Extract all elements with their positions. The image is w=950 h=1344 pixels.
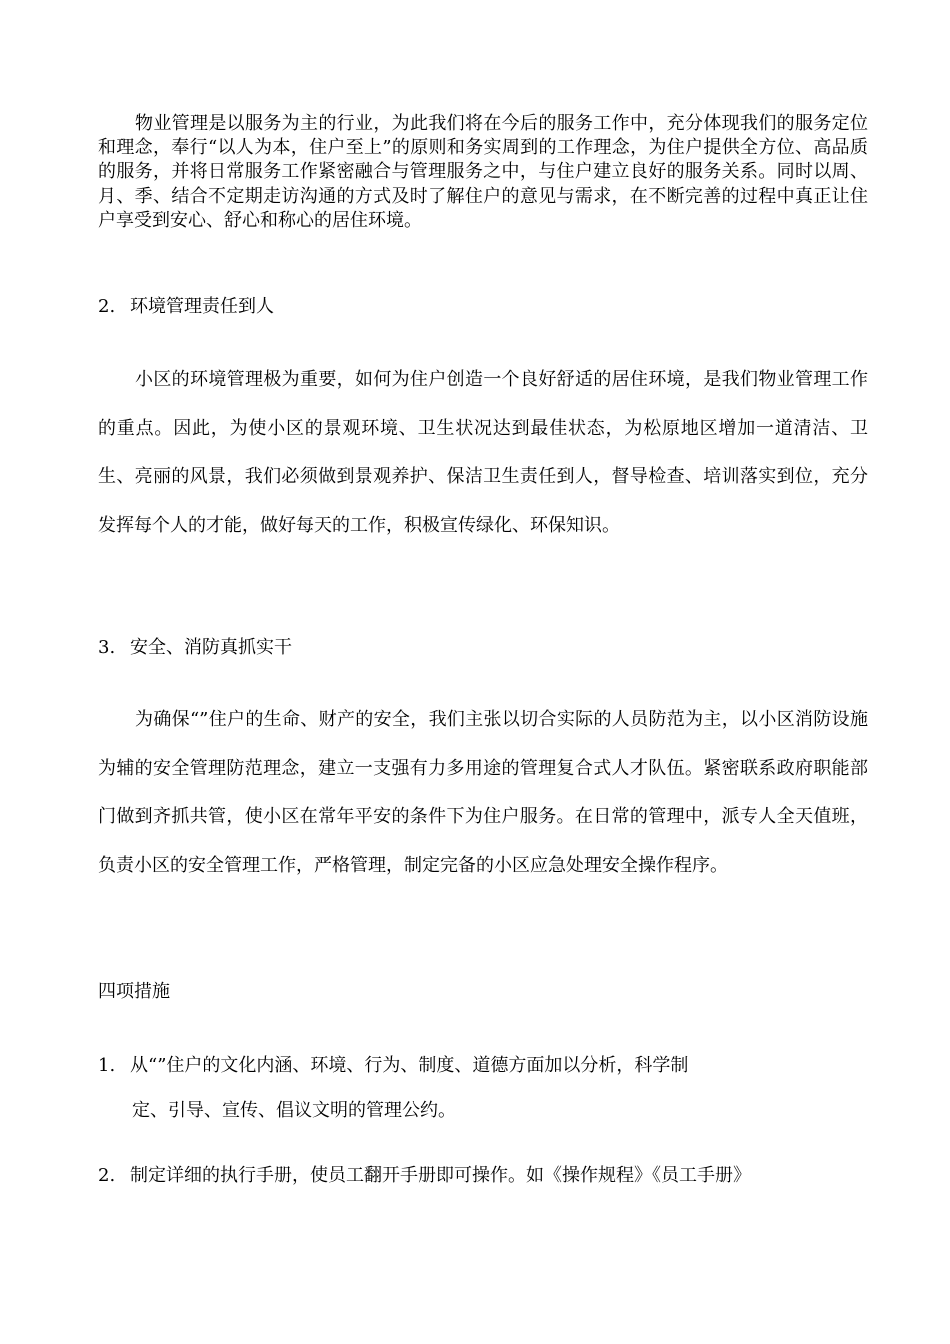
four-measures-heading: 四项措施: [98, 981, 170, 1002]
list-item-number: 1.: [98, 1055, 116, 1076]
list-item-text: 从“”住户的文化内涵、环境、行为、制度、道德方面加以分析，科学制: [130, 1055, 689, 1076]
list-item-text: 制定详细的执行手册，使员工翻开手册即可操作。如《操作规程》《员工手册》: [130, 1165, 751, 1186]
section-number: 3.: [98, 637, 116, 658]
environment-paragraph: 小区的环境管理极为重要，如何为住户创造一个良好舒适的居住环境，是我们物业管理工作的重点。因此，为使小区的景观环境、卫生状况达到最佳状态，为松原地区增加一道清洁、卫生、亮丽的风景，我们必须做到景观养护、保洁卫生责任到人，督导检查、培训落实到位，充分发挥每个人的才能，做好每天的工作，积极宣传绿化、环保知识。: [98, 369, 868, 536]
section-number: 2.: [98, 296, 116, 317]
section-heading-environment: [98, 295, 274, 319]
section-title: 环境管理责任到人: [130, 296, 274, 317]
list-item-continuation: 定、引导、宣传、倡议文明的管理公约。: [132, 1100, 456, 1121]
section-heading-safety: [98, 636, 292, 660]
safety-paragraph: 为确保“”住户的生命、财产的安全，我们主张以切合实际的人员防范为主，以小区消防设施为辅的安全管理防范理念，建立一支强有力多用途的管理复合式人才队伍。紧密联系政府职能部门做到齐抓共管，使小区在常年平安的条件下为住户服务。在日常的管理中，派专人全天值班，负责小区的安全管理工作，严格管理，制定完备的小区应急处理安全操作程序。: [98, 709, 868, 876]
intro-paragraph: 物业管理是以服务为主的行业，为此我们将在今后的服务工作中，充分体现我们的服务定位和理念，奉行“以人为本，住户至上”的原则和务实周到的工作理念，为住户提供全方位、高品质的服务，并将日常服务工作紧密融合与管理服务之中，与住户建立良好的服务关系。同时以周、月、季、结合不定期走访沟通的方式及时了解住户的意见与需求，在不断完善的过程中真正让住户享受到安心、舒心和称心的居住环境。: [98, 113, 868, 231]
list-item: [98, 1054, 868, 1123]
list-item-line: [98, 1054, 868, 1078]
list-item-number: 2.: [98, 1165, 116, 1186]
list-item: [98, 1164, 868, 1188]
section-title: 安全、消防真抓实干: [130, 637, 292, 658]
